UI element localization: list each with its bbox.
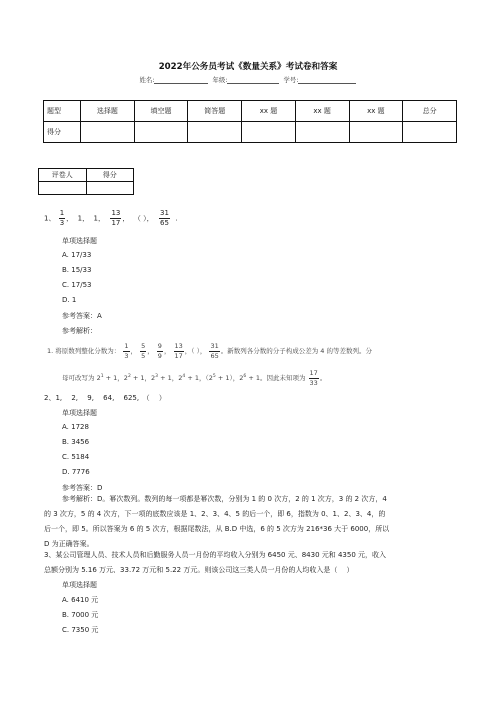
score-header-cell: 题型 <box>44 101 81 122</box>
q3-stem-line: 3、某公司管理人员、技术人员和后勤服务人员一月份的平均收入分别为 6450 元、8430 元和 4350 元，收入 <box>44 551 387 559</box>
rater-header: 评卷人 <box>39 169 87 182</box>
q2-option-b: B. 3456 <box>62 438 90 446</box>
q2-analysis <box>44 492 464 552</box>
student-id-label: 学号: <box>283 76 299 84</box>
q1-term-1: $\frac{1}{3}$ <box>59 209 65 227</box>
grade-label: 年级: <box>212 76 228 84</box>
q1-analysis-line-2: 母可改写为 $2^1 + 1$，$2^2 + 1$，$2^3 + 1$，$2^4 + 1$，$(2^5 + 1)$，$2^6 + 1$。因此未知项为 $\frac{17}{33}$ 。 <box>62 369 327 387</box>
score-header-cell: xx 题 <box>295 101 349 122</box>
score-header-cell: 简答题 <box>188 101 242 122</box>
score-table <box>43 100 457 143</box>
q3-type: 单项选择题 <box>62 581 97 589</box>
q1-option-a: A. 17/33 <box>62 251 92 259</box>
q1-stem: 1、 $\frac{1}{3}$ ， 1， 1， $\frac{13}{17}$ ， （ ）， $\frac{31}{65}$ . <box>44 209 178 227</box>
q1-blank: （ ） <box>133 214 147 223</box>
score-header-cell: 选择题 <box>81 101 135 122</box>
q1-answer: 参考答案：A <box>62 312 102 320</box>
score-header-cell: 总分 <box>403 101 457 122</box>
score-cell <box>349 122 403 143</box>
score-header-cell: xx 题 <box>242 101 296 122</box>
score-cell <box>81 122 135 143</box>
q1-term-2: 1 <box>77 214 83 223</box>
q1-term-3: 1 <box>93 214 99 223</box>
q1-number: 1、 <box>44 214 56 223</box>
q2-type: 单项选择题 <box>62 409 97 417</box>
score-cell <box>188 122 242 143</box>
rater-score-cell <box>86 182 134 195</box>
exam-title: 2022年公务员考试《数量关系》考试卷和答案 <box>158 62 338 72</box>
name-label: 姓名: <box>139 76 155 84</box>
q3-option-b: B. 7000 元 <box>62 611 99 619</box>
score-table-score-row <box>44 122 457 143</box>
score-cell <box>134 122 188 143</box>
q2-analysis-line: 后一个，即 5。所以答案为 6 的 5 次方，根据尾数法，从 B.D 中选，6 的 5 次方为 216*36 大于 6000，所以 <box>44 525 390 533</box>
q2-stem: 2、1, 2, 9, 64, 625, （ ） <box>44 394 166 402</box>
grade-blank <box>227 76 279 84</box>
q2-option-d: D. 7776 <box>62 468 90 476</box>
q2-analysis-line: D 为正确答案。 <box>44 540 94 548</box>
q1-type: 单项选择题 <box>62 237 97 245</box>
score-cell <box>403 122 457 143</box>
rater-table <box>38 168 134 195</box>
q2-option-a: A. 1728 <box>62 423 89 431</box>
q2-answer: 参考答案：D <box>62 484 103 492</box>
q1-option-b: B. 15/33 <box>62 266 92 274</box>
name-blank <box>154 76 208 84</box>
q2-analysis-line: 参考解析：D。幂次数列。数列的每一项都是幂次数，分别为 1 的 0 次方，2 的 1 次方，3 的 2 次方，4 <box>62 495 387 503</box>
student-info-line <box>0 75 496 84</box>
rater-score-header: 得分 <box>86 169 134 182</box>
rater-cell <box>39 182 87 195</box>
q2-analysis-line: 的 3 次方，5 的 4 次方，下一项的底数应该是 1、2、3、4、5 的后一个，即 6，指数为 0、1、2、3、4，的 <box>44 510 386 518</box>
q1-analysis-line-1: 1. 将原数列整化分数为： $\frac{1}{3}$ ， $\frac{5}{5}$ ， $\frac{9}{9}$ ， $\frac{13}{17}$ ，（ ）， $\frac{31}{65}$ 。新数列各分数的分子构成公差为 4 的等差数列。分 <box>47 342 373 360</box>
score-header-cell: 填空题 <box>134 101 188 122</box>
q3-stem <box>44 548 464 578</box>
q3-stem-line: 总额分别为 5.16 万元、33.72 万元和 5.22 万元。则该公司这三类人员一月份的人均收入是（ ） <box>44 566 354 574</box>
q1-term-5: $\frac{31}{65}$ <box>160 209 169 227</box>
q1-option-d: D. 1 <box>62 296 77 304</box>
score-table-header-row <box>44 101 457 122</box>
score-row-label: 得分 <box>44 122 81 143</box>
score-cell <box>242 122 296 143</box>
q1-term-4: $\frac{13}{17}$ <box>111 209 121 227</box>
q1-option-c: C. 17/53 <box>62 281 92 289</box>
score-header-cell: xx 题 <box>349 101 403 122</box>
q3-option-a: A. 6410 元 <box>62 596 99 604</box>
q2-option-c: C. 5184 <box>62 453 90 461</box>
score-cell <box>295 122 349 143</box>
q3-option-c: C. 7350 元 <box>62 626 99 634</box>
q1-analysis-label: 参考解析： <box>62 327 97 335</box>
student-id-blank <box>298 76 356 84</box>
